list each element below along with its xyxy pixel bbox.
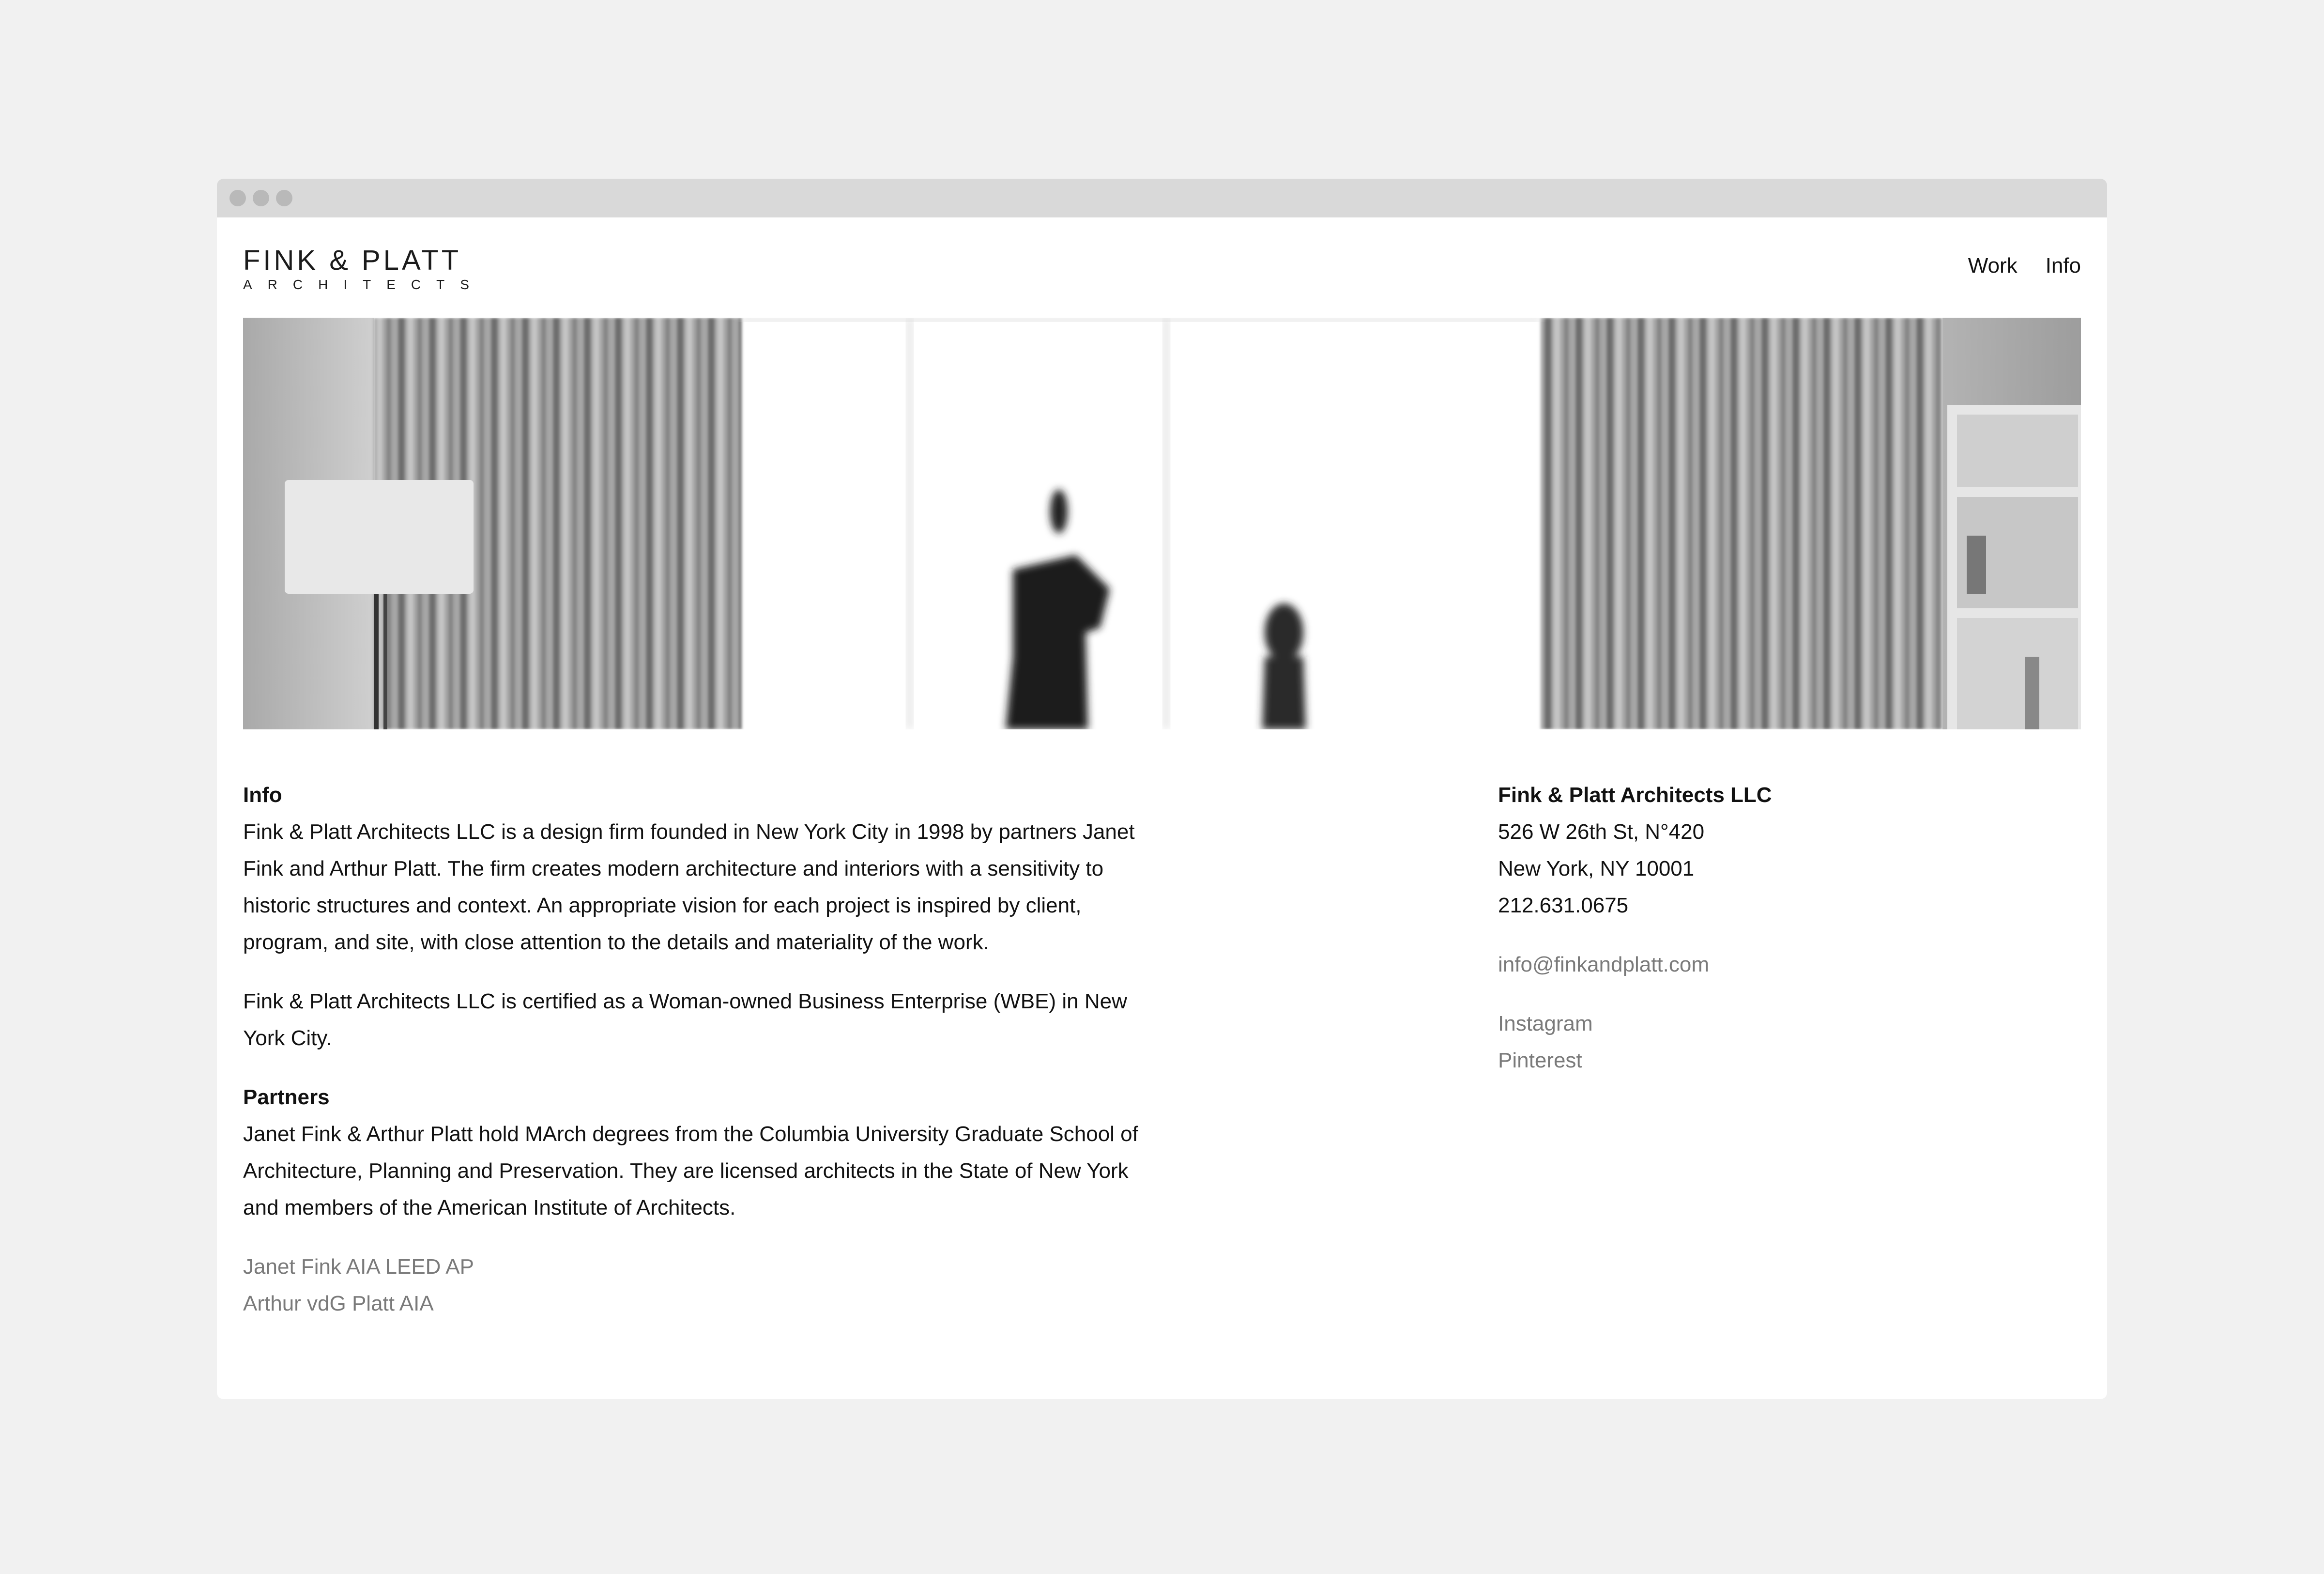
- address-line-1: 526 W 26th St, N°420: [1498, 820, 1705, 844]
- email-link[interactable]: info@finkandplatt.com: [1498, 953, 1710, 976]
- phone-number: 212.631.0675: [1498, 894, 1629, 917]
- logo-sub-text: ARCHITECTS: [243, 277, 485, 292]
- info-paragraph-1: Fink & Platt Architects LLC is a design firm founded in New York City in 1998 by partners Janet Fink and Arthur Platt. The firm creates modern architecture and interiors with a sensitivity to historic structures and context. An appropriate vision for each project is inspired by client, program, and site, with close attention to the details and materiality of the work.: [243, 820, 1135, 954]
- site-header: [243, 217, 2081, 302]
- browser-window: [217, 179, 2107, 1399]
- partners-heading: Partners: [243, 1085, 330, 1109]
- partners-paragraph: Janet Fink & Arthur Platt hold MArch degrees from the Columbia University Graduate School of Architecture, Planning and Preservation. They are licensed architects in the State of New York and members of the American Institute of Architects.: [243, 1122, 1138, 1219]
- main-nav: [1968, 254, 2081, 278]
- nav-info-link[interactable]: Info: [2045, 254, 2081, 278]
- nav-work-link[interactable]: Work: [1968, 254, 2018, 278]
- info-heading: Info: [243, 783, 282, 807]
- window-titlebar: [217, 179, 2107, 217]
- partner-link-arthur-platt[interactable]: Arthur vdG Platt AIA: [243, 1292, 434, 1315]
- info-paragraph-2: Fink & Platt Architects LLC is certified as a Woman-owned Business Enterprise (WBE) in New York City.: [243, 989, 1127, 1050]
- address-line-2: New York, NY 10001: [1498, 857, 1695, 880]
- interior-photo-icon: [243, 318, 2081, 729]
- company-name: Fink & Platt Architects LLC: [1498, 783, 1772, 807]
- pinterest-link[interactable]: Pinterest: [1498, 1049, 1582, 1072]
- partner-link-janet-fink[interactable]: Janet Fink AIA LEED AP: [243, 1255, 474, 1279]
- close-dot-icon[interactable]: [229, 190, 246, 206]
- logo-main-text: FINK & PLATT: [243, 245, 462, 276]
- maximize-dot-icon[interactable]: [276, 190, 292, 206]
- instagram-link[interactable]: Instagram: [1498, 1012, 1593, 1035]
- logo[interactable]: [243, 247, 485, 292]
- minimize-dot-icon[interactable]: [253, 190, 269, 206]
- info-column: [243, 777, 1153, 1322]
- contact-column: [1498, 777, 2055, 1079]
- hero-image: [243, 318, 2081, 729]
